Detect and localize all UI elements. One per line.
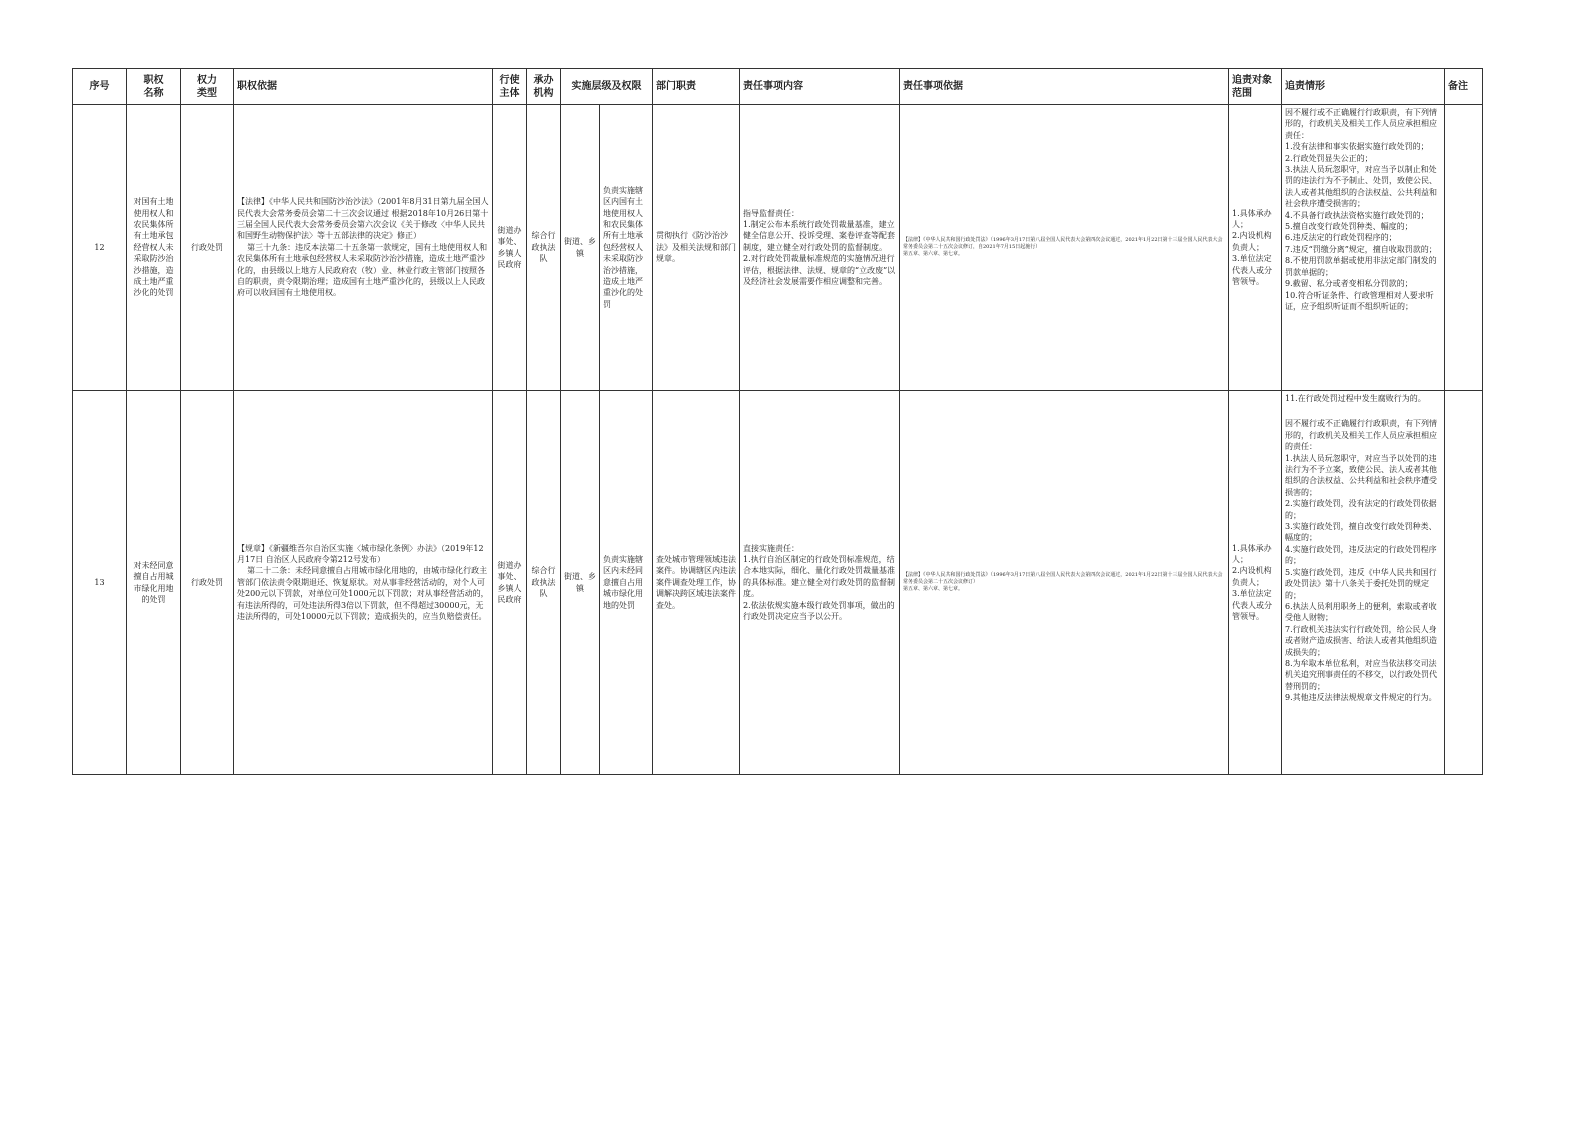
department-duty: 查处城市管理领域违法案件。协调辖区内违法案件调查处理工作，协调解决跨区域违法案件查处。: [653, 391, 740, 775]
header-resp-basis: 责任事项依据: [900, 69, 1229, 105]
accountability-situation-cell: [1282, 391, 1445, 775]
exercise-subject: 街道办事处、乡镇人民政府: [493, 391, 527, 775]
accountability-situation-continued: 11.在行政处罚过程中发生腐败行为的。: [1285, 394, 1426, 403]
power-list-table: [72, 68, 1483, 775]
header-dept-duty: 部门职责: [653, 69, 740, 105]
header-scope: 追责对象 范围: [1229, 69, 1282, 105]
header-name: 职权 名称: [127, 69, 181, 105]
implementation-authority: 负责实施辖区内国有土地使用权人和农民集体所有土地承包经营权人未采取防沙治沙措施，造成土地严重沙化的处罚: [600, 105, 653, 391]
header-no: 序号: [73, 69, 127, 105]
undertaking-agency: 综合行政执法队: [527, 391, 561, 775]
accountability-situation: 因不履行或不正确履行行政职责，有下列情形的，行政机关及相关工作人员应承担相应的责任： 1.执法人员玩忽职守，对应当予以处罚的违法行为不予立案，致使公民、法人或者其他组织的合法权益、公共利益和社会秩序遭受损害的； 2.实施行政处罚，没有法定的行政处罚依据的； 3.实施行政处罚，擅自改变行政处罚种类、幅度的； 4.实施行政处罚，违反法定的行政处罚程序的； 5.实施行政处罚，违反《中华人民共和国行政处罚法》第十八条关于委托处罚的规定的； 6.执法人员利用职务上的便利，索取或者收受他人财物； 7.行政机关违法实行行政处罚，给公民人身或者财产造成损害、给法人或者其他组织造成损失的； 8.为牟取本单位私利，对应当依法移交司法机关追究刑事责任的不移交，以行政处罚代替刑罚的； 9.其他违反法律法规规章文件规定的行为。: [1285, 419, 1437, 703]
responsibility-basis: 【法律】《中华人民共和国行政处罚法》（1996年3月17日第八届全国人民代表大会第四次会议通过，2021年1月22日第十三届全国人民代表大会常务委员会第二十五次会议修订） 第五章、第六章、第七章。: [900, 391, 1229, 775]
header-agency: 承办 机构: [527, 69, 561, 105]
implementation-authority: 负责实施辖区内未经同意擅自占用城市绿化用地的处罚: [600, 391, 653, 775]
header-note: 备注: [1445, 69, 1483, 105]
undertaking-agency: 综合行政执法队: [527, 105, 561, 391]
power-type: 行政处罚: [181, 391, 234, 775]
row-no: 12: [73, 105, 127, 391]
header-resp-content: 责任事项内容: [740, 69, 900, 105]
remark: [1445, 391, 1483, 775]
header-situation: 追责情形: [1282, 69, 1445, 105]
implementation-level: 街道、乡镇: [561, 391, 600, 775]
header-basis: 职权依据: [234, 69, 493, 105]
implementation-level: 街道、乡镇: [561, 105, 600, 391]
header-level: 实施层级及权限: [561, 69, 653, 105]
table-row: [73, 391, 1483, 775]
power-name: 对未经同意擅自占用城市绿化用地的处罚: [127, 391, 181, 775]
accountability-situation: 因不履行或不正确履行行政职责，有下列情形的，行政机关及相关工作人员应承担相应责任： 1.没有法律和事实依据实施行政处罚的； 2.行政处罚显失公正的； 3.执法人员玩忽职守，对应当予以制止和处罚的违法行为不予制止、处罚，致使公民、法人或者其他组织的合法权益、公共利益和社会秩序遭受损害的； 4.不具备行政执法资格实施行政处罚的； 5.擅自改变行政处罚种类、幅度的； 6.违反法定的行政处罚程序的； 7.违反“罚缴分离”规定，擅自收取罚款的； 8.不使用罚款单据或使用非法定部门制发的罚款单据的； 9.截留、私分或者变相私分罚款的； 10.符合听证条件、行政管理相对人要求听证，应予组织听证而不组织听证的；: [1282, 105, 1445, 391]
header-row: [73, 69, 1483, 105]
accountability-scope: 1.具体承办人； 2.内设机构负责人； 3.单位法定代表人或分管领导。: [1229, 105, 1282, 391]
department-duty: 贯彻执行《防沙治沙法》及相关法规和部门规章。: [653, 105, 740, 391]
power-type: 行政处罚: [181, 105, 234, 391]
responsibility-basis: 【法律】《中华人民共和国行政处罚法》（1996年3月17日第八届全国人民代表大会第四次会议通过，2021年1月22日第十三届全国人民代表大会常务委员会第二十五次会议修订，自2021年7月15日起施行） 第五章、第六章、第七章。: [900, 105, 1229, 391]
table-row: [73, 105, 1483, 391]
exercise-subject: 街道办事处、乡镇人民政府: [493, 105, 527, 391]
responsibility-content: 指导监督责任： 1.制定公布本系统行政处罚裁量基准，建立健全信息公开、投诉受理、案卷评查等配套制度，建立健全对行政处罚的监督制度。 2.对行政处罚裁量标准规范的实施情况进行评估，根据法律、法规、规章的“立改废”以及经济社会发展需要作相应调整和完善。: [740, 105, 900, 391]
accountability-scope: 1.具体承办人； 2.内设机构负责人； 3.单位法定代表人或分管领导。: [1229, 391, 1282, 775]
power-basis: 【规章】《新疆维吾尔自治区实施〈城市绿化条例〉办法》（2019年12月17日 自治区人民政府令第212号发布） 第二十二条：未经同意擅自占用城市绿化用地的，由城市绿化行政主管部门依法责令限期退还、恢复原状。对从事非经营活动的，对个人可处200元以下罚款，对单位可处1000元以下罚款；对从事经营活动的，有违法所得的，可处违法所得3倍以下罚款，但不得超过30000元，无违法所得的，可处10000元以下罚款；造成损失的，应当负赔偿责任。: [234, 391, 493, 775]
row-no: 13: [73, 391, 127, 775]
header-type: 权力 类型: [181, 69, 234, 105]
power-name: 对国有土地使用权人和农民集体所有土地承包经营权人未采取防沙治沙措施，造成土地严重沙化的处罚: [127, 105, 181, 391]
responsibility-content: 直接实施责任： 1.执行自治区制定的行政处罚标准规范，结合本地实际，细化、量化行政处罚裁量基准的具体标准。建立健全对行政处罚的监督制度。 2.依法依规实施本级行政处罚事项，做出的行政处罚决定应当予以公开。: [740, 391, 900, 775]
remark: [1445, 105, 1483, 391]
header-subject: 行使 主体: [493, 69, 527, 105]
power-basis: 【法律】《中华人民共和国防沙治沙法》（2001年8月31日第九届全国人民代表大会常务委员会第二十三次会议通过 根据2018年10月26日第十三届全国人民代表大会常务委员会第六次会议《关于修改〈中华人民共和国野生动物保护法〉等十五部法律的决定》修正） 第三十九条：违反本法第二十五条第一款规定，国有土地使用权人和农民集体所有土地承包经营权人未采取防沙治沙措施，造成土地严重沙化的，由县级以上地方人民政府农（牧）业、林业行政主管部门按照各自的职责，责令限期治理；造成国有土地严重沙化的，县级以上人民政府可以收回国有土地使用权。: [234, 105, 493, 391]
